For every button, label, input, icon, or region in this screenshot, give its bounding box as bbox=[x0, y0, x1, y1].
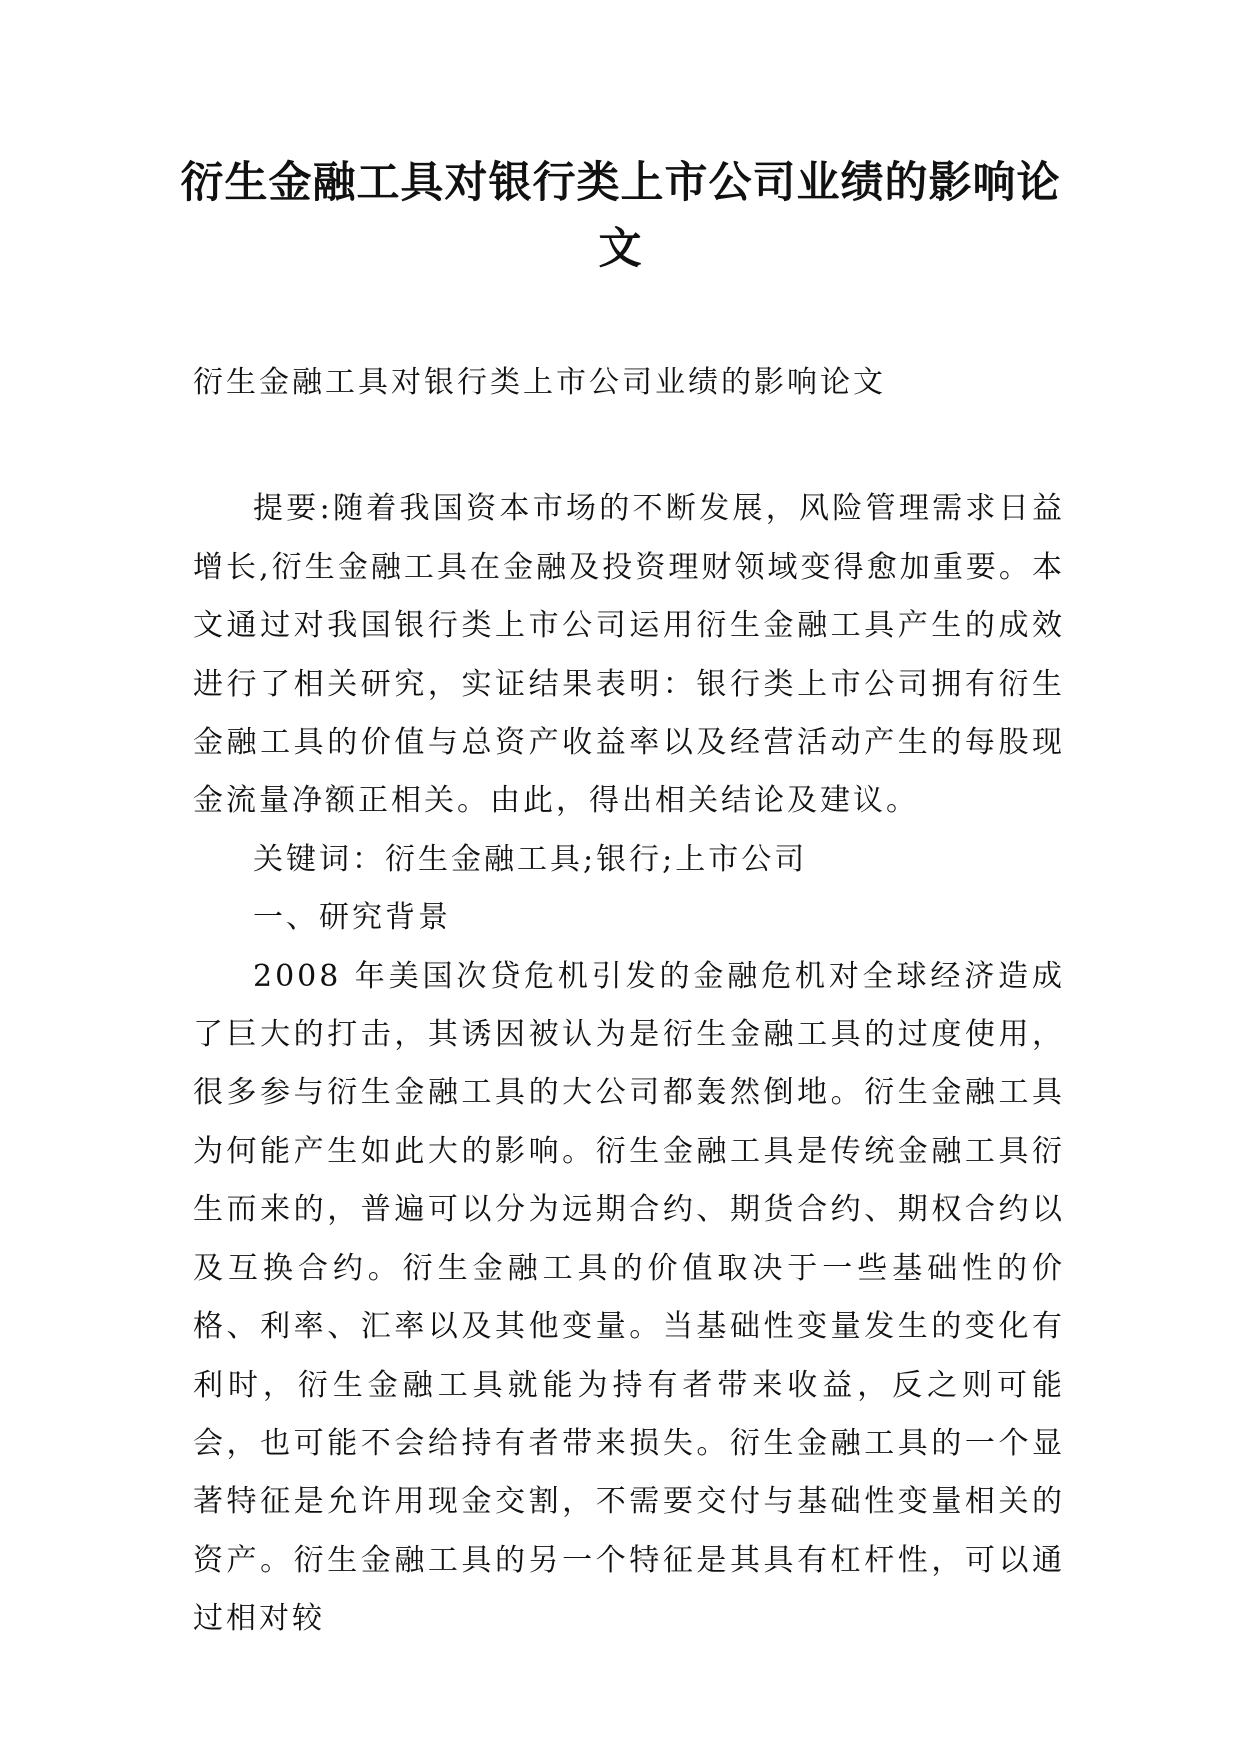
document-subtitle: 衍生金融工具对银行类上市公司业绩的影响论文 bbox=[193, 365, 886, 400]
document-title: 衍生金融工具对银行类上市公司业绩的影响论文 bbox=[180, 158, 1061, 274]
keywords-paragraph: 关键词：衍生金融工具;银行;上市公司 bbox=[253, 841, 808, 877]
abstract-paragraph: 提要:随着我国资本市场的不断发展，风险管理需求日益增长,衍生金融工具在金融及投资理财领域变得愈加重要。本文通过对我国银行类上市公司运用衍生金融工具产生的成效进行了相关研究，实证结果表明：银行类上市公司拥有衍生金融工具的价值与总资产收益率以及经营活动产生的每股现金流量净额正相关。由此，得出相关结论及建议。 bbox=[193, 491, 1065, 819]
section-heading: 一、研究背景 bbox=[253, 900, 451, 936]
body-paragraph: 2008 年美国次贷危机引发的金融危机对全球经济造成了巨大的打击，其诱因被认为是衍生金融工具的过度使用，很多参与衍生金融工具的大公司都轰然倒地。衍生金融工具为何能产生如此大的影响。衍生金融工具是传统金融工具衍生而来的，普遍可以分为远期合约、期货合约、期权合约以及互换合约。衍生金融工具的价值取决于一些基础性的价格、利率、汇率以及其他变量。当基础性变量发生的变化有利时，衍生金融工具就能为持有者带来收益，反之则可能会，也可能不会给持有者带来损失。衍生金融工具的一个显著特征是允许用现金交割，不需要交付与基础性变量相关的资产。衍生金融工具的另一个特征是其具有杠杆性，可以通过相对较 bbox=[193, 958, 1065, 1637]
document-body bbox=[193, 354, 1065, 1649]
